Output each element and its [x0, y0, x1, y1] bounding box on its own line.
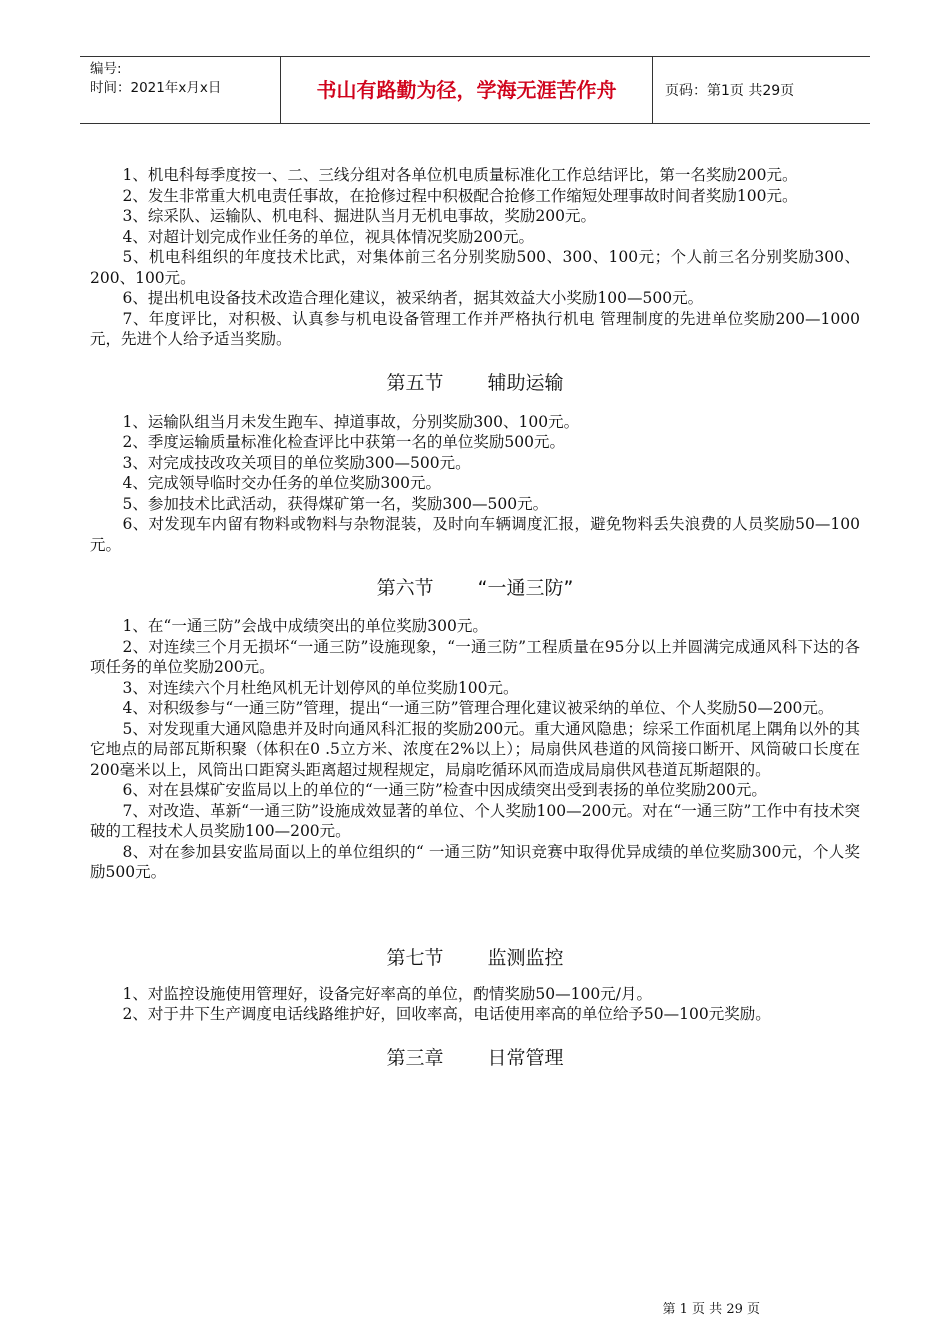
paragraph: 2、对于井下生产调度电话线路维护好，回收率高，电话使用率高的单位给予50—100元奖励。: [122, 1005, 771, 1023]
number-label: 编号:: [90, 61, 122, 77]
section-number: 第六节: [376, 577, 434, 599]
paragraph: 4、完成领导临时交办任务的单位奖励300元。: [122, 474, 441, 492]
paragraph: 3、对连续六个月杜绝风机无计划停风的单位奖励100元。: [122, 678, 519, 697]
header-meta: [80, 57, 281, 123]
paragraph: 5、对发现重大通风隐患并及时向通风科汇报的奖励200元。重大通风隐患；综采工作面机尾上隅角以外的其它地点的局部瓦斯积聚（体积在0 .5立方米、浓度在2%以上）；局扇供风巷道的风筒接口断开、风筒破口长度在200毫米以上，风筒出口距窝头距离超过规程规定，局扇吃循环风而造成局扇供风巷道瓦斯超限的。: [90, 719, 860, 779]
section-number: 第七节: [386, 946, 444, 969]
document-header: [80, 56, 870, 124]
section-title: 辅助运输: [487, 371, 564, 394]
paragraph: 2、对连续三个月无损坏“一通三防”设施现象，“一通三防”工程质量在95分以上并圆满完成通风科下达的各项任务的单位奖励200元。: [90, 637, 860, 676]
paragraph: 8、对在参加县安监局面以上的单位组织的“ 一通三防”知识竞赛中取得优异成绩的单位奖励300元，个人奖励500元。: [90, 842, 860, 881]
paragraph: 4、对积级参与“一通三防”管理，提出“一通三防”管理合理化建议被采纳的单位、个人奖励50—200元。: [122, 699, 834, 717]
paragraph: 7、对改造、革新“一通三防”设施成效显著的单位、个人奖励100—200元。对在“一通三防”工作中有技术突破的工程技术人员奖励100—200元。: [90, 801, 860, 840]
header-motto: 书山有路勤为径，学海无涯苦作舟: [281, 57, 653, 123]
section-number: 第五节: [386, 371, 444, 394]
page-footer: 第 1 页 共 29 页: [662, 1302, 760, 1317]
paragraph: 7、年度评比，对积极、认真参与机电设备管理工作并严格执行机电 管理制度的先进单位奖励200—1000元，先进个人给予适当奖励。: [90, 309, 860, 348]
paragraph: 2、发生非常重大机电责任事故，在抢修过程中积极配合抢修工作缩短处理事故时间者奖励100元。: [122, 186, 798, 205]
chapter-number: 第三章: [386, 1046, 444, 1069]
date-label: 时间：2021年x月x日: [90, 80, 222, 96]
section-heading-6: [90, 573, 860, 600]
section-heading-5: [90, 368, 860, 395]
paragraph: 6、对在县煤矿安监局以上的单位的“一通三防”检查中因成绩突出受到表扬的单位奖励200元。: [122, 781, 767, 799]
section-title: “一通三防”: [477, 577, 574, 599]
paragraph: 1、机电科每季度按一、二、三线分组对各单位机电质量标准化工作总结评比，第一名奖励200元。: [122, 166, 798, 184]
paragraph: 1、运输队组当月未发生跑车、掉道事故，分别奖励300、100元。: [122, 412, 580, 431]
paragraph: 5、机电科组织的年度技术比武，对集体前三名分别奖励500、300、100元；个人前三名分别奖励300、200、100元。: [90, 248, 860, 287]
header-page-code: 页码：第1页 共29页: [665, 83, 795, 99]
paragraph: 1、在“一通三防”会战中成绩突出的单位奖励300元。: [122, 617, 488, 635]
section-title: 监测监控: [487, 946, 564, 969]
chapter-heading-3: [90, 1043, 860, 1070]
paragraph: 6、对发现车内留有物料或物料与杂物混装，及时向车辆调度汇报，避免物料丢失浪费的人员奖励50—100元。: [90, 515, 860, 554]
paragraph: 4、对超计划完成作业任务的单位，视具体情况奖励200元。: [122, 227, 534, 246]
paragraph: 6、提出机电设备技术改造合理化建议，被采纳者，据其效益大小奖励100—500元。: [122, 289, 704, 307]
paragraph: 2、季度运输质量标准化检查评比中获第一名的单位奖励500元。: [122, 433, 565, 451]
paragraph: 3、对完成技改攻关项目的单位奖励300—500元。: [122, 453, 471, 472]
paragraph: 3、综采队、运输队、机电科、掘进队当月无机电事故，奖励200元。: [122, 207, 596, 225]
chapter-title: 日常管理: [487, 1046, 564, 1069]
section-heading-7: [90, 943, 860, 970]
paragraph: 5、参加技术比武活动，获得煤矿第一名，奖励300—500元。: [122, 494, 549, 513]
document-body: [90, 165, 860, 1070]
paragraph: 1、对监控设施使用管理好，设备完好率高的单位，酌情奖励50—100元/月。: [122, 984, 652, 1003]
